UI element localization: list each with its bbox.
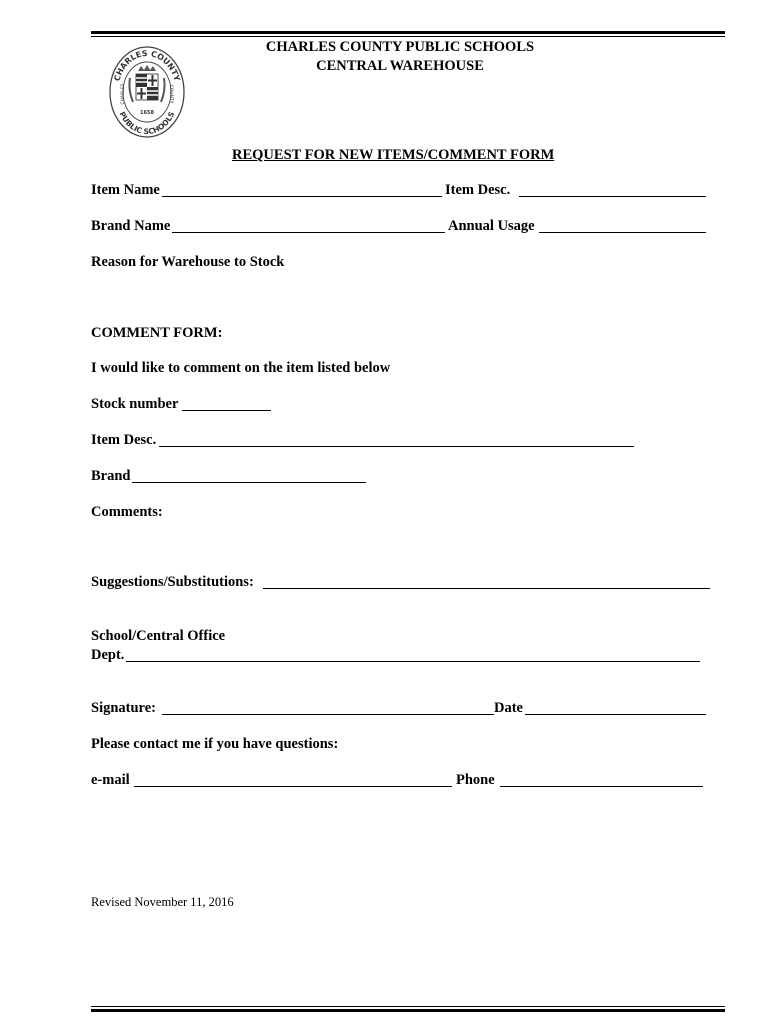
comment-item-desc-label: Item Desc. xyxy=(91,432,157,448)
dept-name: CENTRAL WAREHOUSE xyxy=(316,58,484,74)
date-field[interactable] xyxy=(525,714,706,715)
top-rule-thick xyxy=(91,31,725,34)
bottom-rule-thick xyxy=(91,1009,725,1012)
comment-item-desc-field[interactable] xyxy=(159,446,634,447)
seal-year: 1658 xyxy=(140,110,154,116)
email-label: e-mail xyxy=(91,772,130,788)
seal-top-text: CHARLES COUNTY xyxy=(112,48,182,83)
item-desc-field[interactable] xyxy=(519,196,706,197)
bottom-rule-thin xyxy=(91,1006,725,1007)
form-title: REQUEST FOR NEW ITEMS/COMMENT FORM xyxy=(232,147,555,163)
reason-label: Reason for Warehouse to Stock xyxy=(91,254,285,270)
comment-intro: I would like to comment on the item listed below xyxy=(91,360,391,376)
signature-label: Signature: xyxy=(91,700,156,716)
email-field[interactable] xyxy=(134,786,452,787)
brand-name-label: Brand Name xyxy=(91,218,171,234)
suggestions-label: Suggestions/Substitutions: xyxy=(91,574,254,590)
stock-number-label: Stock number xyxy=(91,396,179,412)
comment-heading: COMMENT FORM: xyxy=(91,325,223,341)
contact-note: Please contact me if you have questions: xyxy=(91,736,339,752)
brand-label: Brand xyxy=(91,468,131,484)
dept-label: Dept. xyxy=(91,647,125,663)
signature-field[interactable] xyxy=(162,714,494,715)
date-label: Date xyxy=(494,700,523,716)
org-name: CHARLES COUNTY PUBLIC SCHOOLS xyxy=(265,39,535,55)
stock-number-field[interactable] xyxy=(182,410,271,411)
item-name-field[interactable] xyxy=(162,196,442,197)
annual-usage-label: Annual Usage xyxy=(448,218,535,234)
seal-left-text: CHARLES xyxy=(121,83,126,105)
item-name-label: Item Name xyxy=(91,182,160,198)
seal-bottom-text: PUBLIC SCHOOLS xyxy=(117,110,177,137)
top-rule-thin xyxy=(91,36,725,37)
brand-field[interactable] xyxy=(132,482,366,483)
county-seal-icon xyxy=(108,44,186,140)
phone-field[interactable] xyxy=(500,786,703,787)
item-desc-label: Item Desc. xyxy=(445,182,511,198)
dept-field[interactable] xyxy=(126,661,700,662)
school-label: School/Central Office xyxy=(91,628,226,644)
suggestions-field[interactable] xyxy=(263,588,710,589)
brand-name-field[interactable] xyxy=(172,232,445,233)
comments-label: Comments: xyxy=(91,504,163,520)
phone-label: Phone xyxy=(456,772,495,788)
annual-usage-field[interactable] xyxy=(539,232,706,233)
revised-date: Revised November 11, 2016 xyxy=(91,895,234,909)
seal-right-text: COUNTY xyxy=(168,84,173,104)
